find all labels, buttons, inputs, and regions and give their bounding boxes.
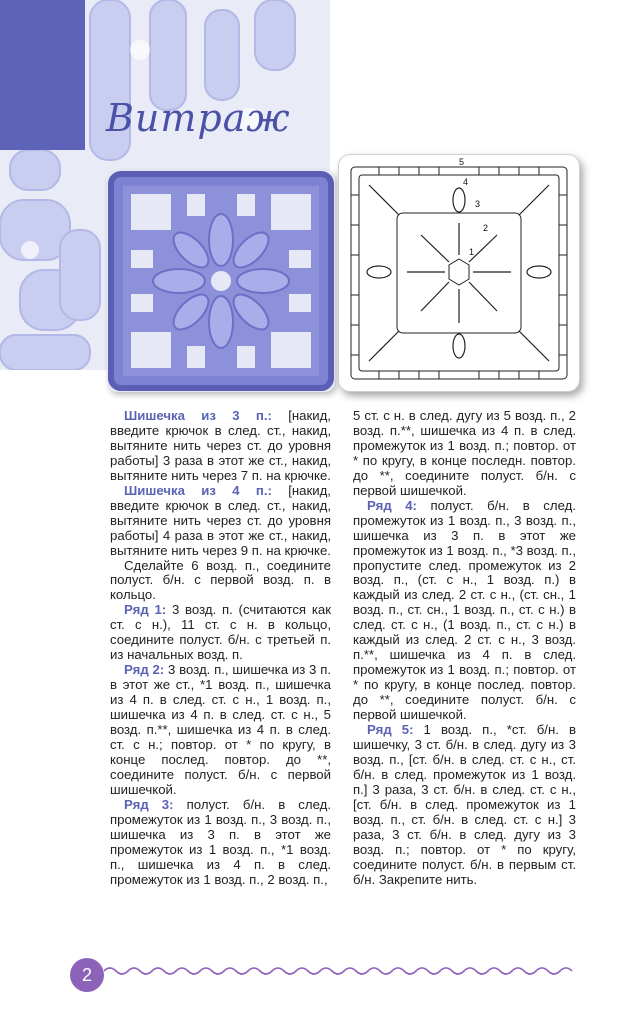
crochet-photo: [107, 170, 335, 392]
paragraph-label: Ряд 5:: [367, 722, 414, 738]
paragraph-text: Сделайте 6 возд. п., соедините полуст. б/н. с первой возд. п. в кольцо.: [110, 557, 331, 603]
page-number: 2: [70, 958, 104, 992]
blue-corner-block: [0, 0, 85, 150]
paragraph-text: полуст. б/н. в след. промежуток из 1 возд. п., 3 возд. п., шишечка из 3 п. в этот же промежуток из 1 возд. п., *1 возд. п., шишечка из 4 п. в след. промежуток из 1 возд. п., 2 возд. п.,: [110, 796, 331, 887]
paragraph: [353, 499, 576, 723]
paragraph: [353, 409, 576, 499]
chart-label-row-2: 2: [483, 223, 489, 233]
paragraph-text: 3 возд. п., шишечка из 3 п. в этот же ст., *1 возд. п., шишечка из 4 п. в след. ст. с н., 1 возд. п., шишечка из 4 п. в след. ст. с н., 5 возд. п.**, шишечка из 4 п. в след. ст. с н.; повтор. от * по кругу, в конце послед. повтор. до **, соедините полуст. б/н. с первой шишечкой.: [110, 662, 331, 797]
paragraph-text: 1 возд. п., *ст. б/н. в шишечку, 3 ст. б/н. в след. дугу из 3 возд. п., [ст. б/н. в след. ст. с н., ст. б/н. в след. промежуток из 1 возд. п.] 3 раза, 3 ст. б/н. в след. ст. с н., [ст. б/н. в след. промежуток из 1 возд. п., ст. б/н. в след. ст. с н.] 3 раза, 3 ст. б/н. в след. дугу из 3 возд. п.; повтор. от * по кругу, соедините полуст. б/н. в первым ст. б/н. Закрепите нить.: [353, 722, 576, 887]
paragraph-text: полуст. б/н. в след. промежуток из 1 возд. п., 3 возд. п., шишечка из 3 п. в этот же промежуток из 1 возд. п., *3 возд. п., пропустите след. промежуток из 2 возд. п., (ст. с н., 1 возд. п.) в каждый из след. 2 ст. с н., (ст. сн., 1 возд. п., ст. сн., 1 возд. п., ст. с н.) в след. ст. с н., (1 возд. п., ст. с н.) в каждый из след. 2 ст. с н., 3 возд. п.**, шишечка из 4 п. в след. промежуток из 1 возд. п.; повтор. от * по кругу, в конце послед. повтор. до **, соедините полуст. б/н. с первой шишечкой.: [353, 497, 577, 723]
paragraph: [110, 663, 331, 798]
crochet-chart: [338, 154, 580, 392]
paragraph-label: Ряд 2:: [124, 662, 165, 678]
paragraph: [110, 484, 331, 559]
wavy-divider: [104, 964, 580, 978]
paragraph-text: [накид, введите крючок в след. ст., накид, вытяните нить через ст. до уровня работы] 3 раза в этот же ст., накид, вытяните нить через 7 п. на крючке.: [110, 408, 331, 483]
paragraph-label: Шишечка из 4 п.:: [124, 482, 272, 498]
chart-label-row-3: 3: [475, 199, 481, 209]
paragraph: [110, 603, 331, 663]
right-column: [353, 409, 576, 888]
page-title: Витраж: [106, 96, 291, 140]
paragraph: [110, 409, 331, 484]
paragraph-label: Шишечка из 3 п.:: [124, 408, 272, 423]
paragraph: [110, 559, 331, 604]
paragraph-label: Ряд 4:: [367, 497, 417, 513]
chart-label-row-1: 1: [469, 247, 475, 257]
left-column: [110, 409, 331, 888]
paragraph-label: Ряд 1:: [124, 602, 167, 618]
paragraph-label: Ряд 3:: [124, 796, 174, 812]
chart-label-row-4: 4: [463, 177, 469, 187]
chart-label-row-5: 5: [459, 157, 465, 167]
paragraph: [110, 798, 331, 888]
paragraph-text: 3 возд. п. (считаются как ст. с н.), 11 ст. с н. в кольцо, соедините полуст. б/н. с третьей п. из начальных возд. п.: [110, 602, 332, 663]
paragraph-text: 5 ст. с н. в след. дугу из 5 возд. п., 2 возд. п.**, шишечка из 4 п. в след. промежуток из 1 возд. п.; повтор. от * по кругу, в конце последн. повтор. до **, соедините полуст. б/н. с первой шишечкой.: [353, 408, 576, 498]
paragraph: [353, 723, 576, 887]
paragraph-text: [накид, введите крючок в след. ст., накид, вытяните нить через ст. до уровня работы] 4 раза в этот же ст., накид, вытяните нить через 9 п. на крючке.: [110, 482, 331, 558]
